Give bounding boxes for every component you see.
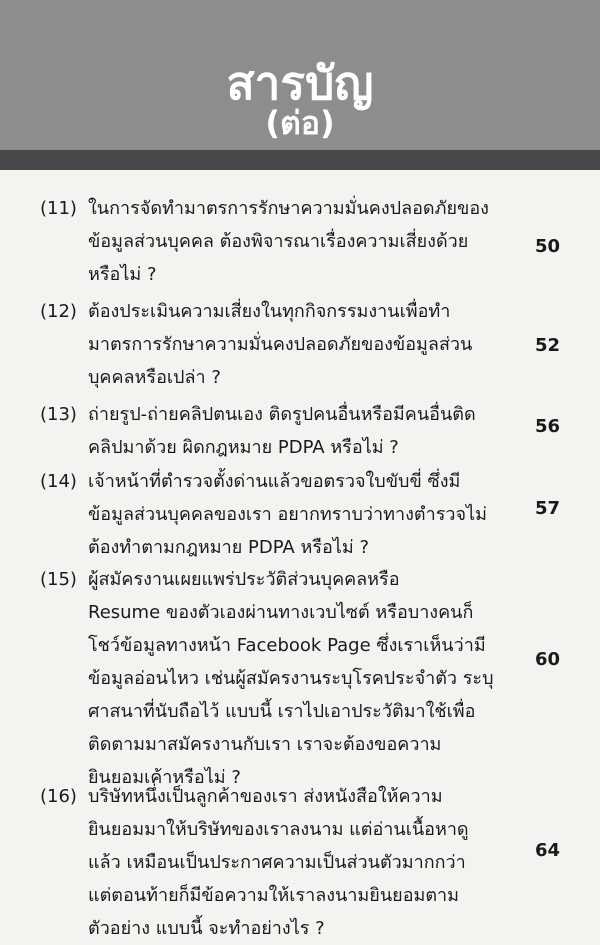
entry-line: แต่ตอนท้ายก็มีข้อความให้เราลงนามยินยอมตาม xyxy=(88,885,460,906)
entry-number: (12) xyxy=(40,301,77,322)
page-title: สารบัญ xyxy=(226,56,374,110)
entry-line: ต้องประเมินความเสี่ยงในทุกกิจกรรมงานเพื่อทำ xyxy=(88,301,451,322)
entry-line: ในการจัดทำมาตรการรักษาความมั่นคงปลอดภัยของ xyxy=(88,198,489,219)
entry-page-number: 56 xyxy=(534,416,560,437)
toc-header xyxy=(0,0,600,150)
entry-page-number: 64 xyxy=(534,840,560,861)
entry-line: เจ้าหน้าที่ตำรวจตั้งด่านแล้วขอตรวจใบขับขี่ ซึ่งมี xyxy=(88,471,461,492)
entry-line: บริษัทหนึ่งเป็นลูกค้าของเรา ส่งหนังสือให้ความ xyxy=(88,786,443,807)
entry-line: ยินยอมมาให้บริษัทของเราลงนาม แต่อ่านเนื้อหาดู xyxy=(88,819,469,840)
entry-title xyxy=(88,465,508,564)
entry-line: ติดตามมาสมัครงานกับเรา เราจะต้องขอความ xyxy=(88,734,442,755)
header-divider-band xyxy=(0,150,600,170)
entry-line: ต้องทำตามกฎหมาย PDPA หรือไม่ ? xyxy=(88,537,370,558)
entry-number: (16) xyxy=(40,786,77,807)
entry-line: ตัวอย่าง แบบนี้ จะทำอย่างไร ? xyxy=(88,918,325,939)
entry-page-number: 50 xyxy=(534,236,560,257)
entry-line: Resume ของตัวเองผ่านทางเวบไซต์ หรือบางคนก็ xyxy=(88,602,474,623)
entry-line: ยินยอมเค้าหรือไม่ ? xyxy=(88,767,241,788)
page-subtitle: (ต่อ) xyxy=(265,104,335,142)
entry-number: (15) xyxy=(40,569,77,590)
entry-line: ศาสนาที่นับถือไว้ แบบนี้ เราไปเอาประวัติมาใช้เพื่อ xyxy=(88,701,476,722)
entry-title xyxy=(88,780,508,945)
entry-line: ข้อมูลอ่อนไหว เช่นผู้สมัครงานระบุโรคประจำตัว ระบุ xyxy=(88,668,494,689)
entry-page-number: 60 xyxy=(534,649,560,670)
entry-title xyxy=(88,398,508,464)
entry-line: แล้ว เหมือนเป็นประกาศความเป็นส่วนตัวมากกว่า xyxy=(88,852,466,873)
entry-line: ข้อมูลส่วนบุคคลของเรา อยากทราบว่าทางตำรวจไม่ xyxy=(88,504,487,525)
entry-line: ถ่ายรูป-ถ่ายคลิปตนเอง ติดรูปคนอื่นหรือมีคนอื่นติด xyxy=(88,404,476,425)
entry-line: ข้อมูลส่วนบุคคล ต้องพิจารณาเรื่องความเสี่ยงด้วย xyxy=(88,231,469,252)
entry-line: คลิปมาด้วย ผิดกฎหมาย PDPA หรือไม่ ? xyxy=(88,437,399,458)
entry-title xyxy=(88,192,508,291)
entry-line: โชว์ข้อมูลทางหน้า Facebook Page ซึ่งเราเห็นว่ามี xyxy=(88,635,486,656)
entry-page-number: 52 xyxy=(534,335,560,356)
entry-number: (14) xyxy=(40,471,77,492)
entry-number: (11) xyxy=(40,198,77,219)
entry-page-number: 57 xyxy=(534,498,560,519)
entry-number: (13) xyxy=(40,404,77,425)
entry-title xyxy=(88,295,508,394)
entry-title xyxy=(88,563,508,794)
entry-line: มาตรการรักษาความมั่นคงปลอดภัยของข้อมูลส่วน xyxy=(88,334,473,355)
entry-line: หรือไม่ ? xyxy=(88,264,157,285)
entry-line: ผู้สมัครงานเผยแพร่ประวัติส่วนบุคคลหรือ xyxy=(88,569,400,590)
entry-line: บุคคลหรือเปล่า ? xyxy=(88,367,221,388)
